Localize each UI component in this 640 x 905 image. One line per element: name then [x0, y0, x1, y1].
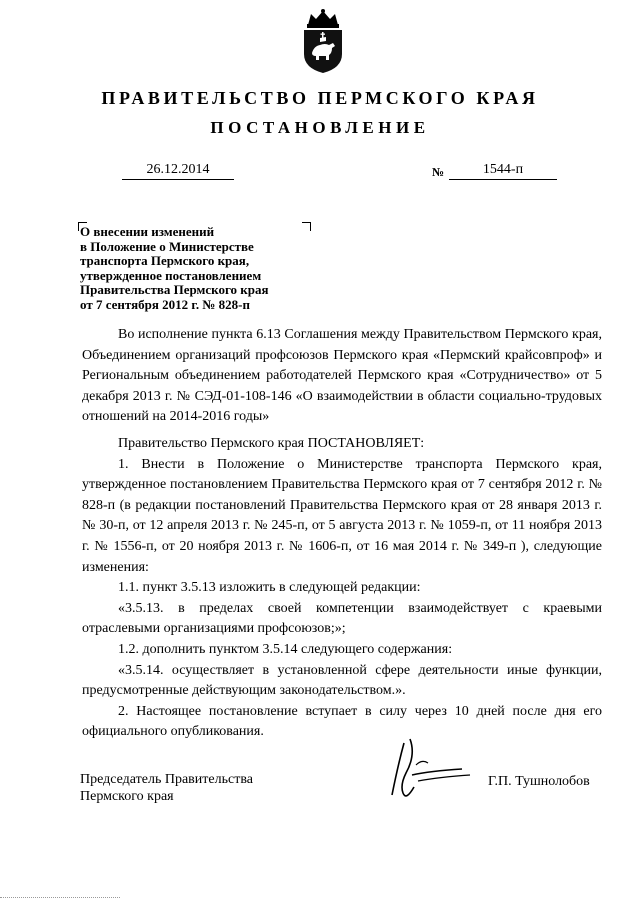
subject-line: О внесении изменений [80, 224, 215, 239]
body-paragraph: 1.2. дополнить пунктом 3.5.14 следующего содержания: [118, 641, 453, 657]
coat-of-arms-icon [298, 8, 348, 74]
signatory-name: Г.П. Тушнолобов [488, 774, 590, 789]
document-date: 26.12.2014 [122, 161, 234, 180]
subject-line: утвержденное постановлением [80, 267, 262, 283]
body-paragraph: «3.5.14. осуществляет в установленной сфере деятельности иные функции, предусмотренные действующим законодательством.». [82, 662, 602, 699]
subject-line: транспорта Пермского края, [80, 253, 250, 268]
body-paragraph: «3.5.13. в пределах своей компетенции взаимодействует с краевыми отраслевыми организациями профсоюзов;»; [82, 600, 602, 637]
number-sign: № [432, 165, 445, 179]
subject-line: в Положение о Министерстве [80, 238, 254, 254]
signatory-position-line: Пермского края [80, 789, 174, 804]
body-paragraph: 1.1. пункт 3.5.13 изложить в следующей редакции: [118, 580, 421, 596]
signatory-position-line: Председатель Правительства [80, 772, 253, 787]
body-paragraph: Правительство Пермского края ПОСТАНОВЛЯЕТ: [118, 435, 425, 451]
document-body [82, 325, 602, 743]
signature-image [370, 735, 480, 810]
body-paragraph: 2. Настоящее постановление вступает в силу через 10 дней после дня его официального опубликования. [82, 703, 602, 740]
signatory-position [80, 771, 300, 805]
body-paragraph: Во исполнение пункта 6.13 Соглашения между Правительством Пермского края, Объединением организаций профсоюзов Пермского края «Пермский крайсовпроф» и Региональным объединением работодателей Пермского края «Сотрудничество» от 5 декабря 2013 г. № СЭД-01-108-146 «О взаимодействии в области социально-трудовых отношений на 2014-2016 годы» [82, 327, 602, 425]
subject-line: от 7 сентября 2012 г. № 828-п [80, 296, 250, 312]
scan-artifact-line [0, 897, 120, 901]
document-subject [80, 225, 320, 312]
body-paragraph: 1. Внести в Положение о Министерстве транспорта Пермского края, утвержденное постановлением Правительства Пермского края от 7 сентября 2012 г. № 828-п (в редакции постановлений Правительства Пермского края от 28 января 2013 г. № 30-п, от 12 апреля 2013 г. № 245-п, от 5 августа 2013 г. № 1059-п, от 11 ноября 2013 г. № 1556-п, от 20 ноября 2013 г. № 1606-п, от 16 мая 2014 г. № 349-п ), следующие изменения: [82, 456, 602, 575]
government-title: ПРАВИТЕЛЬСТВО ПЕРМСКОГО КРАЯ [101, 88, 539, 108]
subject-line: Правительства Пермского края [80, 282, 269, 297]
document-number: 1544-п [449, 161, 557, 180]
document-type: ПОСТАНОВЛЕНИЕ [210, 118, 430, 137]
